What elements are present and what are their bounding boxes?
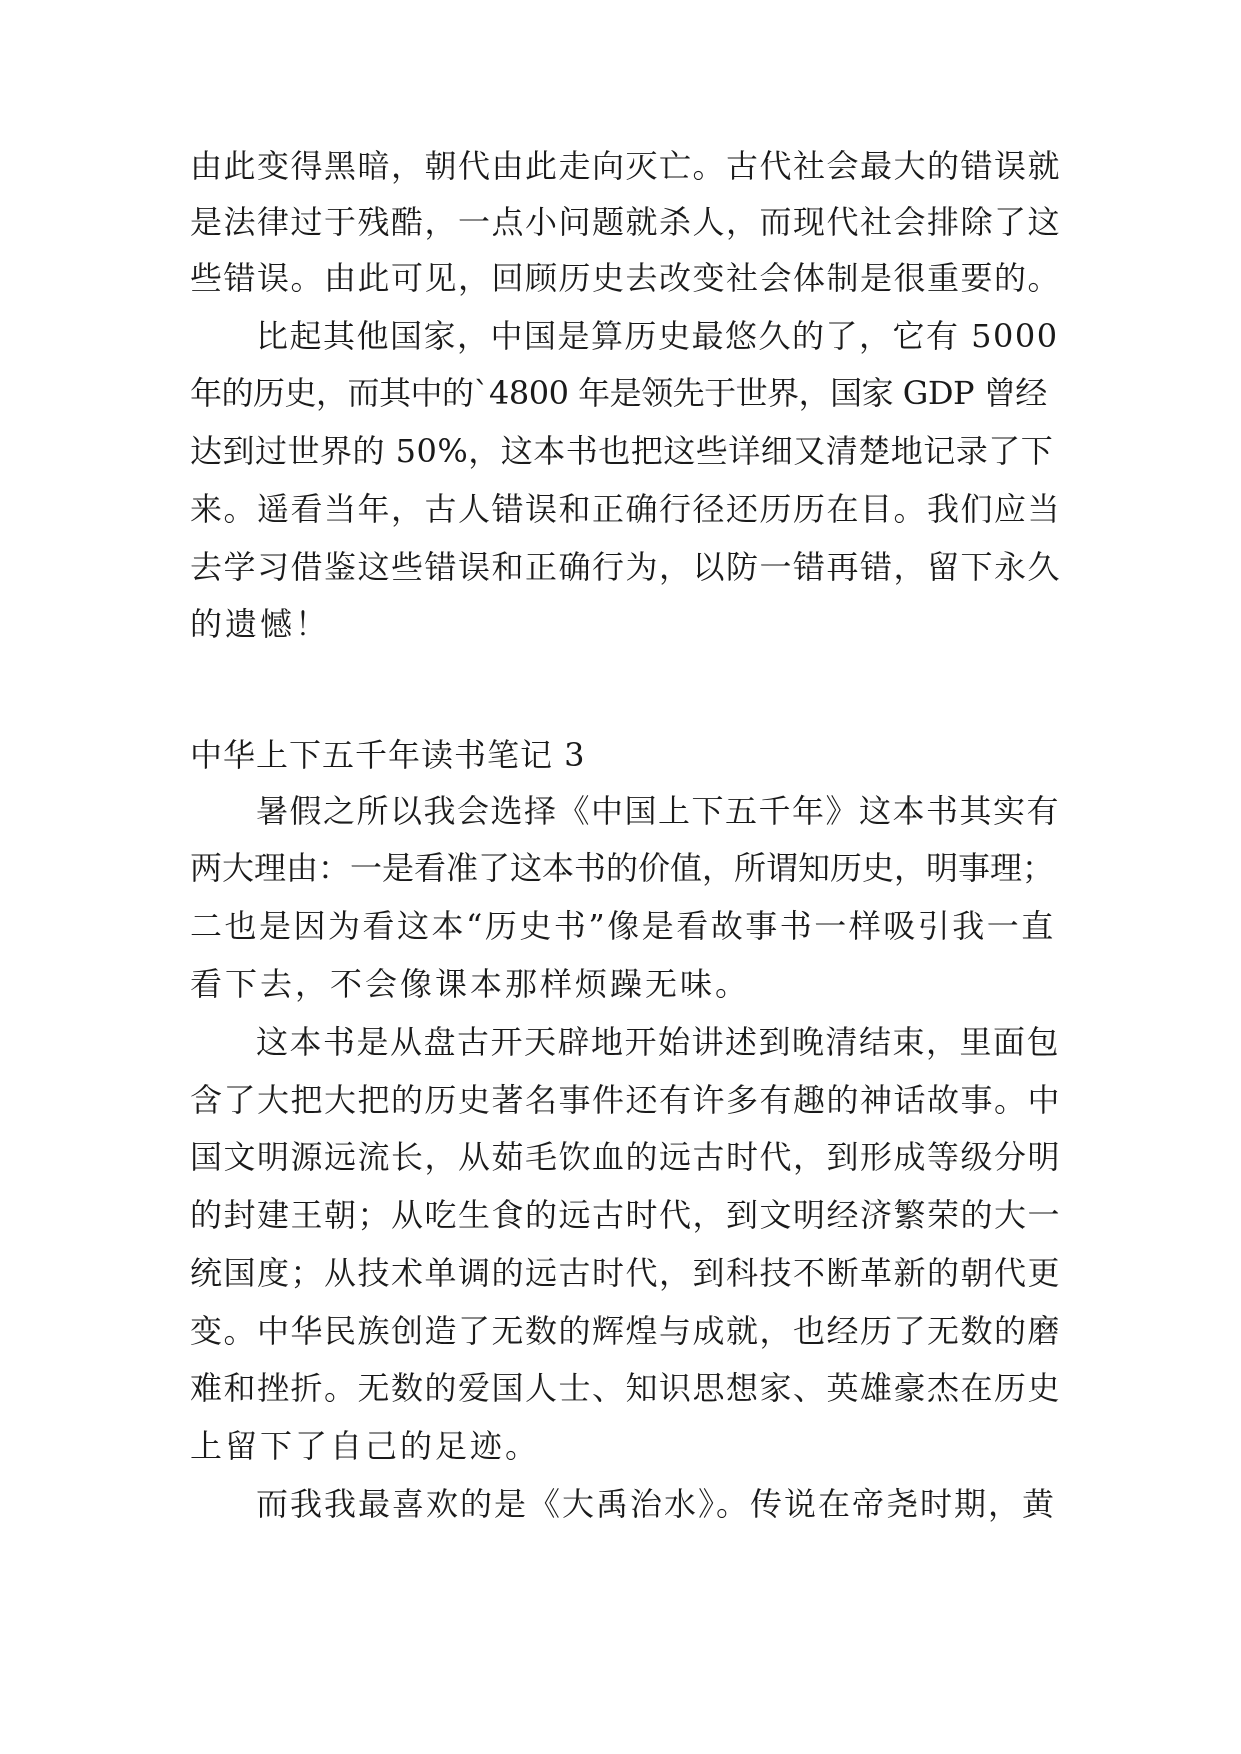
text-line: 变。中华民族创造了无数的辉煌与成就，也经历了无数的磨 [190,1312,1062,1350]
text-line: 暑假之所以我会选择《中国上下五千年》这本书其实有 [256,792,1061,830]
text-line: 看下去，不会像课本那样烦躁无味。 [190,965,751,1003]
text-line: 去学习借鉴这些错误和正确行为，以防一错再错，留下永久 [190,548,1062,586]
text-line: 难和挫折。无数的爱国人士、知识思想家、英雄豪杰在历史 [190,1369,1062,1407]
text-line: 年的历史，而其中的`4800 年是领先于世界，国家 GDP 曾经 [190,374,1047,412]
text-line: 这本书是从盘古开天辟地开始讲述到晚清结束，里面包 [256,1023,1061,1061]
text-line: 国文明源远流长，从茹毛饮血的远古时代，到形成等级分明 [190,1138,1062,1176]
text-line: 而我我最喜欢的是《大禹治水》。传说在帝尧时期，黄 [256,1485,1057,1523]
text-line: 的封建王朝；从吃生食的远古时代，到文明经济繁荣的大一 [190,1196,1062,1234]
text-line: 二也是因为看这本“历史书”像是看故事书一样吸引我一直 [190,907,1056,945]
section-title: 中华上下五千年读书笔记 3 [190,736,586,774]
text-line: 两大理由：一是看准了这本书的价值，所谓知历史，明事理； [190,849,1055,887]
text-line: 是法律过于残酷，一点小问题就杀人，而现代社会排除了这 [190,203,1062,241]
text-line: 比起其他国家，中国是算历史最悠久的了，它有 5000 [256,317,1059,355]
text-line: 来。遥看当年，古人错误和正确行径还历历在目。我们应当 [190,490,1062,528]
text-line: 上留下了自己的足迹。 [190,1427,541,1465]
text-line: 统国度；从技术单调的远古时代，到科技不断革新的朝代更 [190,1254,1062,1292]
text-line: 些错误。由此可见，回顾历史去改变社会体制是很重要的。 [190,259,1062,297]
text-line: 含了大把大把的历史著名事件还有许多有趣的神话故事。中 [190,1081,1062,1119]
text-line: 达到过世界的 50%，这本书也把这些详细又清楚地记录了下 [190,432,1054,470]
text-line: 由此变得黑暗，朝代由此走向灭亡。古代社会最大的错误就 [190,147,1062,185]
text-line: 的遗憾！ [190,605,331,643]
